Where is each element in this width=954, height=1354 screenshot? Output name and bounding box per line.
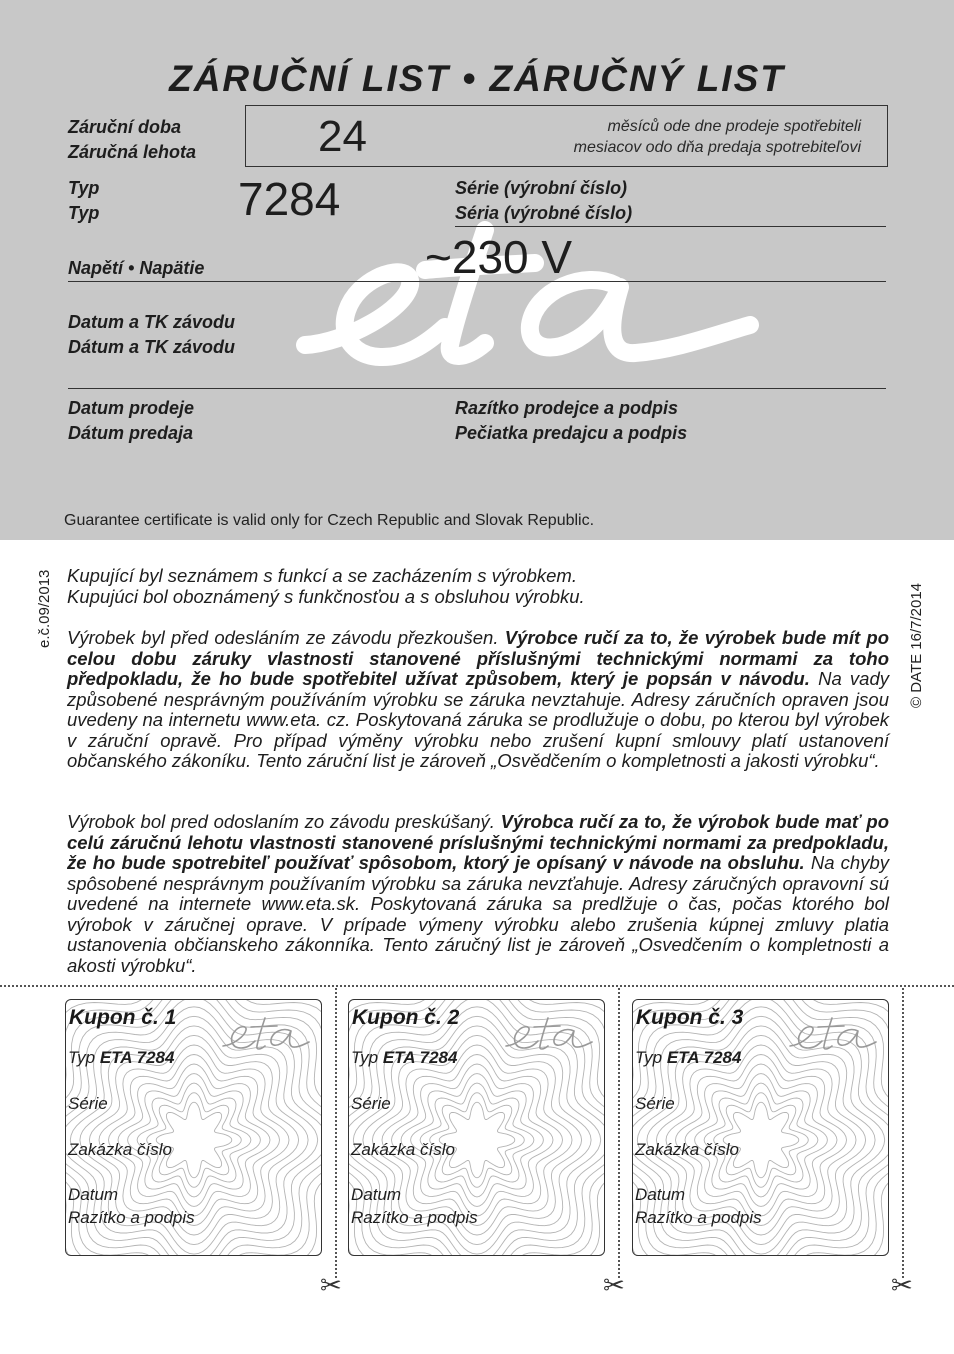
type-label-sk: Typ [68, 203, 100, 223]
series-label-sk: Séria (výrobné číslo) [455, 203, 633, 223]
series-label [455, 176, 632, 226]
coupon-1 [65, 999, 322, 1256]
type-value: 7284 [238, 173, 341, 225]
stamp-label [455, 396, 687, 446]
warranty-terms-sk [67, 812, 889, 976]
warranty-period-unit-cz: měsíců ode dne prodeje spotřebiteli [607, 118, 861, 135]
coupon-type-label: Typ [351, 1048, 379, 1067]
stamp-label-cz: Razítko prodejce a podpis [455, 398, 679, 418]
coupon-title: Kupon č. 1 [69, 1006, 177, 1029]
type-label [68, 176, 99, 226]
page-title: ZÁRUČNÍ LIST • ZÁRUČNÝ LIST [169, 58, 785, 99]
terms-cz-rest: Na vady způsobené nesprávným používáním výrobku se záruka nevztahuje. Adresy záručních opraven jsou uvedeny na internetu www.eta. cz. Poskytovaná záruka se prodlužuje o dobu, po kterou byl výrobek v záruční opravě. Pro případ výměny výrobku nebo zrušení kupní smlouvy platí ustanovení občanského zákoníku. Tento záruční list je zároveň „Osvědčením o kompletnosti a jakosti výrobku“. [67, 668, 889, 771]
voltage-label: Napětí • Napätie [68, 258, 205, 278]
coupon-3 [632, 999, 889, 1256]
coupon-type-label: Typ [68, 1048, 96, 1067]
warranty-period-unit-sk: mesiacov odo dňa predaja spotrebiteľovi [573, 139, 861, 156]
coupon-stamp-label: Razítko a podpis [68, 1208, 195, 1227]
coupon-stamp-label: Razítko a podpis [351, 1208, 478, 1227]
coupon-series-label: Série [351, 1094, 391, 1113]
coupon-title: Kupon č. 3 [636, 1006, 744, 1029]
eta-logo [786, 1014, 878, 1054]
coupon-date-label: Datum [68, 1185, 119, 1204]
coupon-type-row [351, 1048, 457, 1068]
factory-date-label-sk: Dátum a TK závodu [68, 337, 236, 357]
terms-sk-intro: Výrobok bol pred odoslaním zo závodu preskúšaný. [67, 811, 495, 832]
voltage-value: ~230 V [425, 231, 573, 283]
series-label-cz: Série (výrobní číslo) [455, 178, 628, 198]
coupon-2 [348, 999, 605, 1256]
coupon-type-value: ETA 7284 [382, 1048, 458, 1067]
eta-logo [502, 1014, 594, 1054]
series-divider [455, 226, 886, 227]
terms-cz-bold: Výrobce ručí za to, že výrobek bude mít po celou dobu záruky vlastnosti stanovené příslušnými technickými normami za toho předpokladu, že ho bude spotřebitel užívat způsobem, který je popsán v návodu. [67, 627, 890, 689]
coupon-date-label: Datum [635, 1185, 686, 1204]
copyright-date: © DATE 16/7/2014 [908, 582, 925, 708]
warranty-period-label-sk: Záručná lehota [68, 142, 197, 162]
warranty-period-label-cz: Záruční doba [68, 117, 182, 137]
buyer-ack-cz: Kupující byl seznámem s funkcí a se zacházením s výrobkem. [67, 565, 577, 586]
factory-date-label [68, 310, 235, 360]
eta-logo [219, 1014, 311, 1054]
coupon-title: Kupon č. 2 [352, 1006, 460, 1029]
scissors-icon: ✂ [320, 1270, 342, 1300]
coupon-series-label: Série [635, 1094, 675, 1113]
coupon-order-label: Zakázka číslo [68, 1140, 172, 1159]
stamp-label-sk: Pečiatka predajcu a podpis [455, 423, 688, 443]
coupon-type-row [68, 1048, 174, 1068]
warranty-terms-cz [67, 628, 889, 772]
terms-sk-bold: Výrobca ručí za to, že výrobok bude mať po celú záručnú lehotu vlastnosti stanovené príslušnými technickými normami za predpokladu, že ho bude spotrebiteľ používať spôsobom, ktorý je opísaný v návode na obsluhu. [67, 811, 890, 873]
coupon-type-label: Typ [635, 1048, 663, 1067]
coupon-order-label: Zakázka číslo [351, 1140, 455, 1159]
type-label-cz: Typ [68, 178, 100, 198]
scissors-icon: ✂ [603, 1270, 625, 1300]
warranty-period-box [245, 105, 888, 167]
scissors-icon: ✂ [891, 1270, 913, 1300]
coupon-type-value: ETA 7284 [99, 1048, 175, 1067]
factory-date-label-cz: Datum a TK závodu [68, 312, 236, 332]
coupon-cut-line-2 [618, 988, 620, 1278]
coupon-cut-line [0, 985, 954, 987]
coupon-order-label: Zakázka číslo [635, 1140, 739, 1159]
coupon-type-row [635, 1048, 741, 1068]
coupon-type-value: ETA 7284 [666, 1048, 742, 1067]
buyer-ack-sk: Kupujúci bol oboznámený s funkčnosťou a s obsluhou výrobku. [67, 585, 585, 607]
warranty-period-label [68, 115, 196, 165]
edition-number: e.č.09/2013 [36, 569, 53, 648]
terms-cz-intro: Výrobek byl před odesláním ze závodu přezkoušen. [67, 627, 499, 648]
coupon-cut-line-1 [335, 988, 337, 1278]
coupon-stamp-label: Razítko a podpis [635, 1208, 762, 1227]
buyer-acknowledgement [67, 566, 889, 607]
terms-sk-rest: Na chyby spôsobené nesprávnym používaním výrobku sa záruka nevzťahuje. Adresy záručných opravovní sú uvedené na internete www.eta.sk. Poskytovaná záruka sa predlžuje o čas, počas ktorého bol výrobok v záručnej oprave. V prípade výmeny výrobku alebo zrušenia kúpnej zmluvy platia ustanovenia občianskeho zákonníka. Tento záručný list je zároveň „Osvedčením o kompletnosti a akosti výrobku“. [67, 852, 889, 976]
sale-date-label [68, 396, 194, 446]
coupon-series-label: Série [68, 1094, 108, 1113]
coupon-date-label: Datum [351, 1185, 402, 1204]
guarantee-note: Guarantee certificate is valid only for Czech Republic and Slovak Republic. [64, 512, 595, 529]
warranty-period-value: 24 [318, 112, 367, 161]
warranty-header-panel [0, 0, 954, 540]
sale-date-label-cz: Datum prodeje [68, 398, 195, 418]
factory-date-divider [68, 388, 886, 389]
sale-date-label-sk: Dátum predaja [68, 423, 194, 443]
coupon-cut-line-3 [902, 988, 904, 1278]
warranty-period-unit [574, 116, 861, 158]
voltage-divider [68, 281, 886, 282]
